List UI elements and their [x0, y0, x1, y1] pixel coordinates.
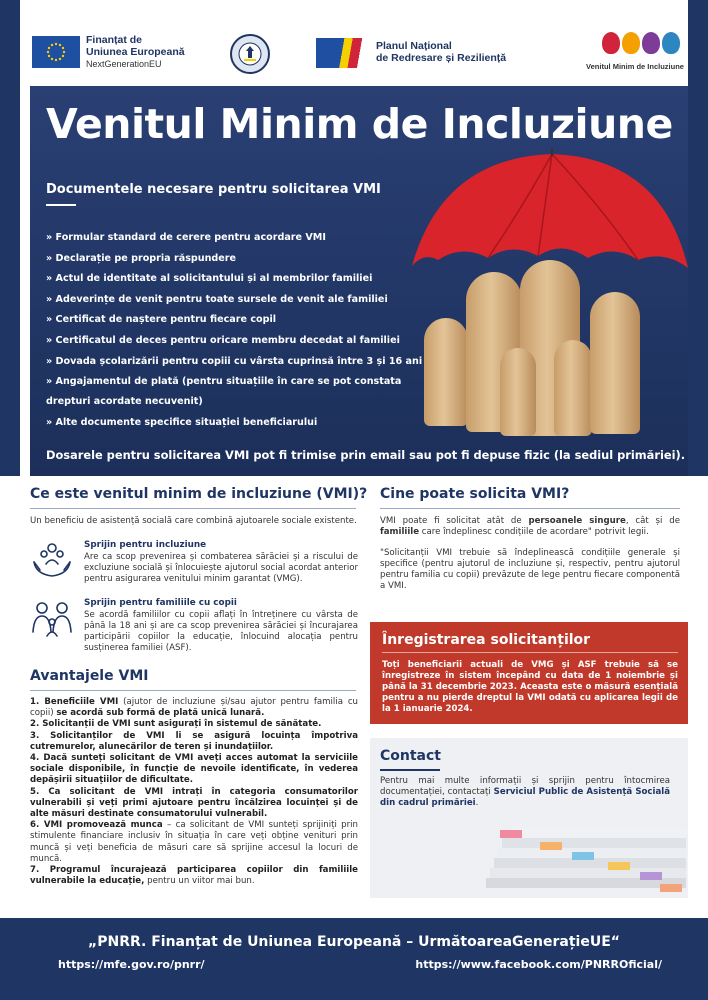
advantages-list	[30, 697, 358, 887]
what-is-vmi-description: Un beneficiu de asistență socială care combină ajutoarele sociale existente.	[30, 516, 357, 526]
text-part: VMI poate fi solicitat atât de	[380, 516, 529, 526]
item-text: – ca solicitant de VMI sunteți sprijiniți prin stimulente financiare inclusiv în situația în care veți obține venituri prin muncă și veți beneficia de măsuri care să sprijine accesul la locuri de muncă.	[30, 820, 358, 864]
who-can-apply-conditions: "Solicitanții VMI trebuie să îndeplinească condițiile generale și specifice (pentru ajutorul de incluziune și, respectiv, pentru ajutorul pentru familia cu copii) prevăzute de lege pentru fiecare componentă a VMI.	[380, 548, 680, 591]
benefit-text: Se acordă familiilor cu copii aflați în întreținere cu vârsta de până la 18 ani și are ca scop prevenirea sărăciei și încurajarea participării copiilor la educație, înlocuind alocația pentru susținerea familiei (ASF).	[84, 610, 358, 653]
list-item	[30, 719, 358, 730]
text-part: care îndeplinesc condițiile de acordare" potrivit legii.	[419, 527, 649, 537]
pnrr-line2: de Redresare și Reziliență	[376, 52, 507, 64]
benefit-inclusion	[30, 540, 360, 596]
contact-underline	[380, 769, 440, 771]
romania-government-seal-icon	[230, 34, 270, 74]
what-is-vmi-title: Ce este venitul minim de incluziune (VMI)?	[30, 486, 368, 502]
text-bold: persoanele singure	[528, 516, 626, 526]
advantages-title: Avantajele VMI	[30, 668, 149, 684]
eu-line3: NextGenerationEU	[86, 59, 162, 69]
list-item: » Actul de identitate al solicitantului și al membrilor familiei	[46, 273, 373, 285]
pnrr-flag-icon	[316, 38, 370, 68]
section-divider	[380, 508, 680, 509]
vmi-logo	[580, 32, 690, 76]
list-item	[30, 787, 358, 821]
eu-line1: Finanțat de	[86, 34, 143, 46]
list-item: » Adeverințe de venit pentru toate sursele de venit ale familiei	[46, 293, 388, 305]
item-bold: 5. Ca solicitant de VMI intrați în categoria consumatorilor vulnerabili și veți primi ajutoare pentru încălzirea locuinței și de alte măsuri destinate consumatorului vulnerabil.	[30, 786, 358, 820]
registration-text: Toți beneficiarii actuali de VMG și ASF trebuie să se înregistreze în sistem începând cu data de 1 noiembrie și până la 31 decembrie 2023. Aceasta este o măsură esențială pentru a nu pierde dreptul la VMI odată cu aplicarea legii de la 1 ianuarie 2024.	[382, 660, 678, 714]
eu-flag-icon	[32, 36, 80, 68]
item-bold: 3. Solicitanților de VMI li se asigură locuința împotriva cutremurelor, alunecărilor de teren și inundațiilor.	[30, 730, 358, 752]
item-bold: 6. VMI promovează munca	[30, 820, 163, 831]
subtitle-underline	[46, 204, 76, 206]
page-title: Venitul Minim de Incluziune	[46, 100, 673, 148]
section-divider	[30, 508, 356, 509]
right-navy-strip	[688, 0, 708, 476]
contact-title: Contact	[380, 748, 441, 764]
footer-slogan: „PNRR. Finanțat de Uniunea Europeană – UrmătoareaGenerațieUE“	[88, 934, 620, 950]
item-text: (ajutor de incluziune și/sau ajutor pentru familia cu copii)	[30, 697, 358, 719]
family-with-children-icon	[30, 598, 74, 640]
item-bold: 4. Dacă sunteți solicitant de VMI aveți acces automat la serviciile sociale disponibile, în funcție de nevoile identificate, în vederea depășirii situațiilor de dificultate.	[30, 753, 358, 786]
documents-subtitle: Documentele necesare pentru solicitarea VMI	[46, 182, 381, 197]
text-part: Pentru mai multe informații și sprijin pentru întocmirea documentației, contactați	[380, 776, 670, 797]
list-item	[30, 697, 358, 719]
who-can-apply-title: Cine poate solicita VMI?	[380, 486, 570, 502]
list-item: » Declarație pe propria răspundere	[46, 252, 237, 264]
contact-box	[370, 738, 688, 898]
eu-line2: Uniunea Europeană	[86, 46, 185, 58]
list-item: » Formular standard de cerere pentru acordare VMI	[46, 232, 326, 243]
hero-section	[30, 86, 688, 476]
contact-text	[380, 776, 670, 809]
list-item	[30, 865, 358, 887]
text-bold: Serviciul Public de Asistență Socială din cadrul primăriei	[380, 787, 671, 808]
list-item: » Certificatul de deces pentru oricare membru decedat al familiei	[46, 334, 400, 346]
text-part: .	[475, 798, 479, 808]
logo-bar	[20, 0, 688, 86]
who-can-apply-text	[380, 516, 680, 538]
item-text: pentru un viitor mai bun.	[144, 876, 255, 887]
vmi-logo-text: Venitul Minim de Incluziune	[586, 62, 684, 71]
stacked-documents-icon	[480, 822, 688, 898]
registration-box	[370, 622, 688, 724]
item-bold-end: se acordă sub formă de plată unică lunară.	[56, 708, 265, 719]
item-bold: 1. Beneficiile VMI	[30, 697, 119, 707]
list-item	[46, 376, 446, 408]
text-part: , cât și de	[625, 516, 680, 526]
list-item: » Dovada școlarizării pentru copiii cu vârsta cuprinsă între 3 și 16 ani	[46, 355, 423, 367]
eu-funding-label	[86, 34, 185, 70]
item-bold: 7. Programul încurajează participarea copiilor din familiile vulnerabile la educație,	[30, 865, 358, 887]
registration-divider	[382, 652, 678, 653]
text-bold: familiile	[380, 527, 420, 537]
registration-title: Înregistrarea solicitanților	[382, 632, 591, 648]
section-divider	[30, 690, 356, 691]
list-item-continuation: drepturi acordate necuvenit)	[46, 396, 203, 408]
vmi-hearts-icon	[602, 32, 680, 54]
pnrr-website-link[interactable]: https://mfe.gov.ro/pnrr/	[58, 958, 205, 971]
item-bold: 2. Solicitanții de VMI sunt asigurați în sistemul de sănătate.	[30, 719, 322, 730]
documents-list	[46, 232, 446, 437]
list-item	[30, 731, 358, 753]
wooden-figure-6	[590, 292, 640, 434]
facebook-link[interactable]: https://www.facebook.com/PNRROficial/	[415, 958, 662, 971]
list-item: » Alte documente specifice situației beneficiarului	[46, 416, 318, 428]
pnrr-label	[376, 40, 506, 64]
list-item: » Certificat de naștere pentru fiecare copil	[46, 314, 277, 326]
wooden-figure-5	[554, 340, 592, 436]
benefit-families	[30, 598, 360, 658]
left-navy-strip	[0, 0, 20, 476]
benefit-title: Sprijin pentru incluziune	[84, 540, 207, 550]
list-item	[30, 820, 358, 865]
footer	[0, 918, 708, 1000]
pnrr-line1: Planul Național	[376, 40, 452, 52]
benefit-title: Sprijin pentru familiile cu copii	[84, 598, 237, 608]
benefit-text: Are ca scop prevenirea și combaterea sărăciei și a riscului de excluziune socială și înlocuiește ajutorul social acordat anterior pentru asigurarea venitului minim garantat (VMG).	[84, 552, 358, 584]
family-in-hands-icon	[30, 540, 74, 582]
list-item-text: » Angajamentul de plată (pentru situațiile în care se pot constata	[46, 376, 402, 388]
list-item	[30, 753, 358, 787]
wooden-figure-4	[500, 348, 536, 436]
submission-note: Dosarele pentru solicitarea VMI pot fi trimise prin email sau pot fi depuse fizic (la sediul primăriei).	[46, 448, 686, 462]
